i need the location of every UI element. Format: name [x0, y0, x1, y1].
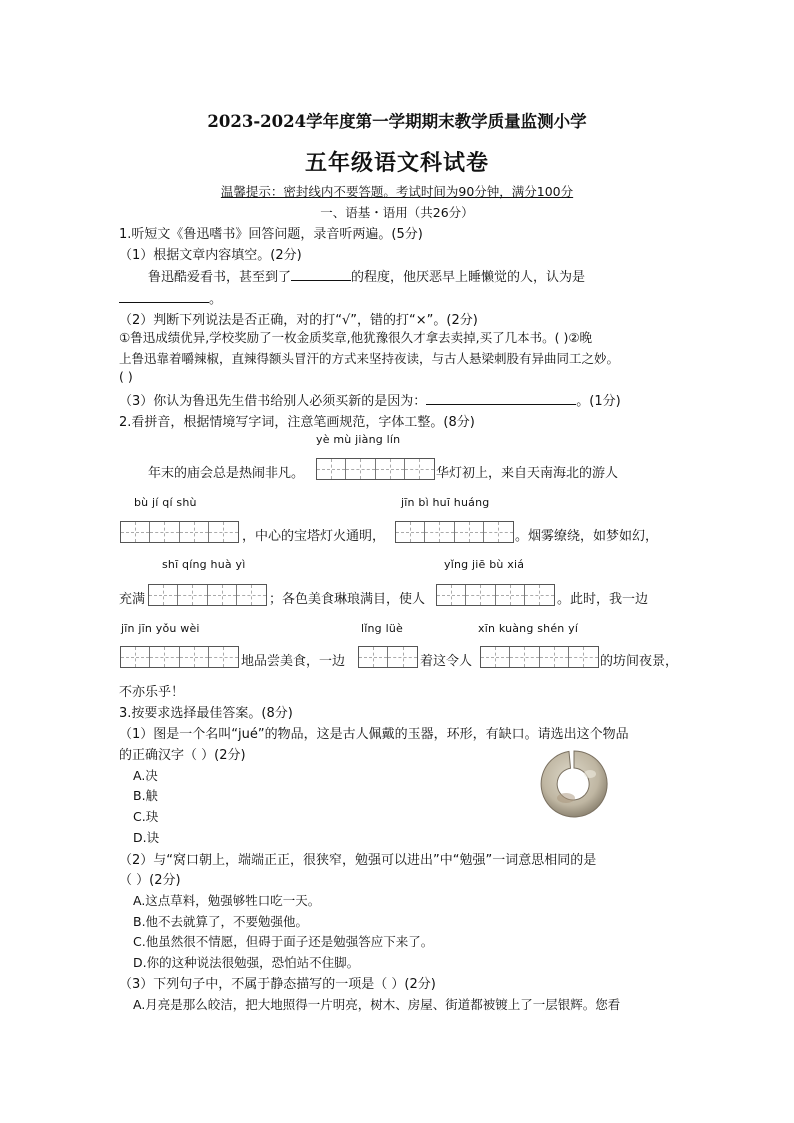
q2-text: ，中心的宝塔灯火通明， [242, 529, 386, 544]
q3-part3-label: （3）下列句子中，不属于静态描写的一项是（ ）(2分) [119, 977, 436, 992]
option-c[interactable]: C.他虽然很不情愿，但碍于面子还是勉强答应下来了。 [133, 934, 434, 949]
exam-header-line1: 2023-2024学年度第一学期期末教学质量监测小学 [207, 112, 587, 131]
q1-stem: 1.听短文《鲁迅嗜书》回答问题，录音听两遍。(5分) [119, 227, 423, 242]
q3-part1-line2: 的正确汉字（ ）(2分) [119, 748, 246, 763]
pinyin: shī qíng huà yì [162, 558, 246, 571]
q1-part2-line1: ①鲁迅成绩优异,学校奖励了一枚金质奖章,他犹豫很久才拿去卖掉,买了几本书。( )②晚 [119, 330, 593, 345]
answer-blank[interactable] [119, 290, 209, 303]
q2-text: 地品尝美食，一边 [241, 654, 346, 669]
q2-text: 的坊间夜景， [600, 654, 679, 669]
q2-text: 华灯初上，来自天南海北的游人 [436, 466, 619, 481]
q1-part1-text [148, 266, 585, 285]
notice [0, 182, 794, 200]
writing-grid[interactable] [316, 458, 435, 480]
pinyin: xīn kuàng shén yí [478, 622, 579, 635]
writing-grid[interactable] [436, 584, 555, 606]
q3-part2-line2: （ ）(2分) [119, 873, 181, 888]
q2-text: 不亦乐乎！ [119, 685, 185, 700]
q1-part2-label: （2）判断下列说法是否正确，对的打“√”，错的打“×”。(2分) [119, 313, 478, 328]
option-b[interactable]: B.觖 [133, 788, 159, 803]
writing-grid[interactable] [358, 646, 418, 668]
writing-grid[interactable] [395, 521, 514, 543]
q1-part2-line2: 上鲁迅靠着嚼辣椒，直辣得额头冒汗的方式来坚持夜读，与古人悬梁刺股有异曲同工之妙。 [119, 351, 620, 366]
q1-text-c: 。 [209, 292, 223, 307]
q1-part3-score: 。(1分) [576, 394, 621, 409]
exam-title: 五年级语文科试卷 [304, 151, 489, 176]
option-d[interactable]: D.诀 [133, 830, 160, 845]
section-title: 一、语基・语用（共26分） [320, 205, 474, 220]
answer-blank[interactable] [426, 392, 576, 405]
option-d[interactable]: D.你的这种说法很勉强，恐怕站不住脚。 [133, 955, 360, 970]
q3-part1-line1: （1）图是一个名叫“jué”的物品，这是古人佩戴的玉器，环形，有缺口。请选出这个物品 [119, 727, 629, 742]
q2-text: ；各色美食琳琅满目，使人 [269, 592, 426, 607]
option-a[interactable]: A.月亮是那么皎洁，把大地照得一片明亮，树木、房屋、街道都被镀上了一层银辉。您看 [133, 997, 621, 1012]
q2-text: 充满 [119, 592, 146, 607]
q1-text-b: 的程度，他厌恶早上睡懒觉的人，认为是 [351, 270, 586, 285]
pinyin: jīn bì huī huáng [401, 496, 490, 509]
q1-part2-line3: ( ) [119, 369, 133, 384]
notice-text: 温馨提示：密封线内不要答题。考试时间为90分钟，满分100分 [220, 184, 574, 199]
q3-part2-line1: （2）与“窝口朝上，端端正正，很狭窄，勉强可以进出”中“勉强”一词意思相同的是 [119, 853, 597, 868]
pinyin: yǐng jiē bù xiá [444, 558, 525, 571]
option-b[interactable]: B.他不去就算了，不要勉强他。 [133, 914, 309, 929]
q1-part1-line2 [119, 288, 222, 307]
q1-part1-label: （1）根据文章内容填空。(2分) [119, 248, 302, 263]
pinyin: jīn jīn yǒu wèi [121, 622, 200, 635]
pinyin: yè mù jiàng lín [316, 433, 401, 446]
writing-grid[interactable] [120, 521, 239, 543]
writing-grid[interactable] [480, 646, 599, 668]
pinyin: bù jí qí shù [134, 496, 197, 509]
pinyin: lǐng lüè [361, 622, 403, 635]
q2-text: 着这令人 [420, 654, 473, 669]
q2-text: 年末的庙会总是热闹非凡。 [148, 466, 305, 481]
q3-stem: 3.按要求选择最佳答案。(8分) [119, 706, 293, 721]
q1-part3 [119, 390, 621, 409]
q2-text: 。烟雾缭绕，如梦如幻， [515, 529, 659, 544]
writing-grid[interactable] [120, 646, 239, 668]
jade-jue-image [538, 748, 610, 820]
q1-part3-label: （3）你认为鲁迅先生借书给别人必须买新的是因为： [119, 394, 427, 409]
option-a[interactable]: A.这点草料，勉强够牲口吃一天。 [133, 893, 321, 908]
writing-grid[interactable] [148, 584, 267, 606]
q2-stem: 2.看拼音，根据情境写字词，注意笔画规范，字体工整。(8分) [119, 415, 475, 430]
option-a[interactable]: A.决 [133, 768, 158, 783]
q2-text: 。此时，我一边 [557, 592, 649, 607]
answer-blank[interactable] [291, 268, 351, 281]
q1-text-a: 鲁迅酷爱看书，甚至到了 [148, 270, 292, 285]
option-c[interactable]: C.玦 [133, 809, 159, 824]
